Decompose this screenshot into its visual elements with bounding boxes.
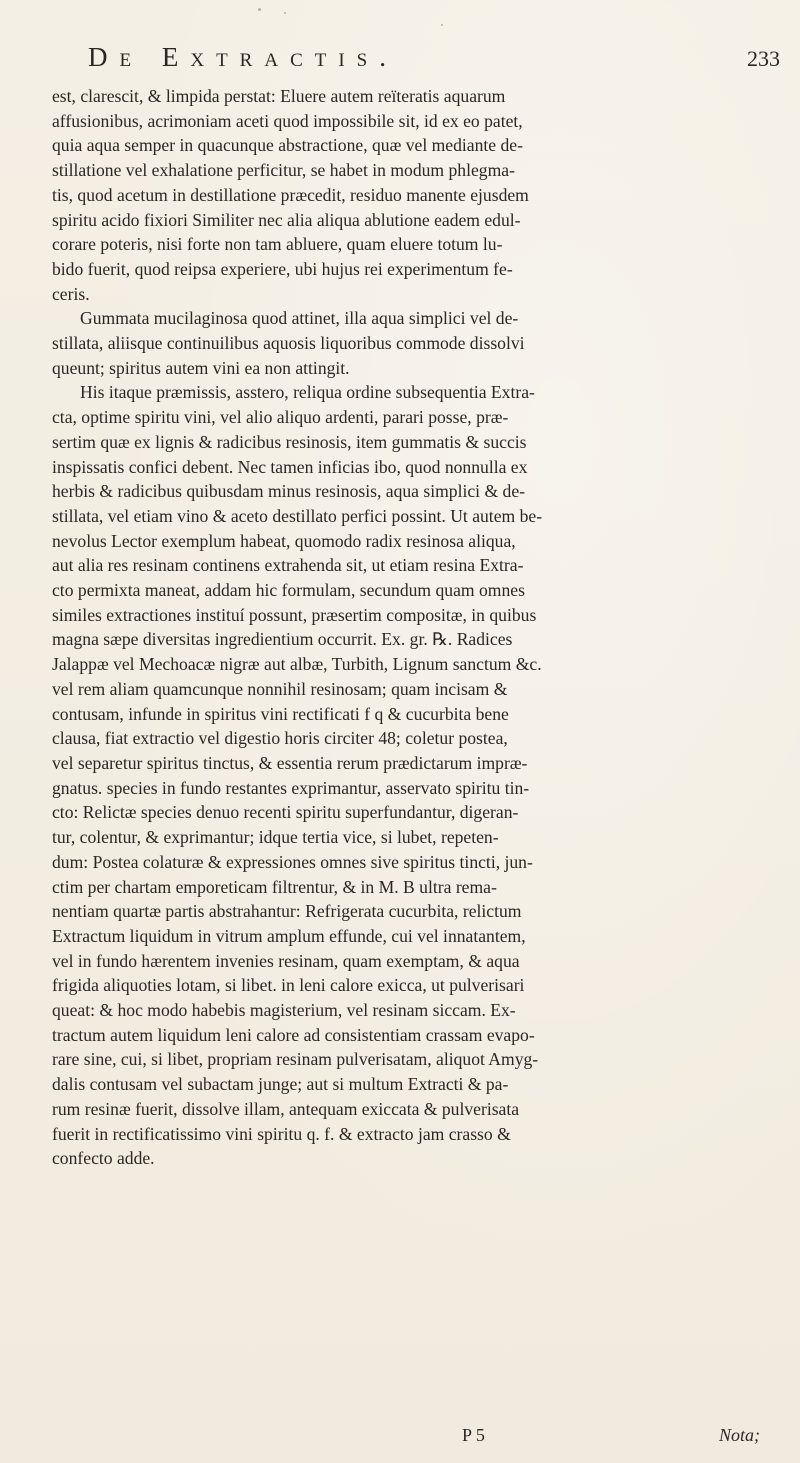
text-line: sertim quæ ex lignis & radicibus resinosis, item gummatis & succis (52, 431, 527, 452)
text-line: cta, optime spiritu vini, vel alio aliquo ardenti, parari posse, præ- (52, 407, 509, 428)
text-line: affusionibus, acrimoniam aceti quod impossibile sit, id ex eo patet, (52, 110, 523, 131)
text-line: vel separetur spiritus tinctus, & essentia rerum prædictarum impræ- (52, 752, 528, 773)
text-line: fuerit in rectificatissimo vini spiritu q. f. & extracto jam crasso & (52, 1123, 511, 1144)
text-line: herbis & radicibus quibusdam minus resinosis, aqua simplici & de- (52, 481, 526, 502)
text-line: gnatus. species in fundo restantes exprimantur, asservato spiritu tin- (52, 777, 530, 798)
text-line: nentiam quartæ partis abstrahantur: Refrigerata cucurbita, relictum (52, 901, 522, 922)
page-number: 233 (747, 46, 780, 71)
text-line: cto: Relictæ species denuo recenti spiritu superfundantur, digeran- (52, 802, 519, 823)
text-line: corare poteris, nisi forte non tam abluere, quam eluere totum lu- (52, 234, 503, 255)
text-line: Extractum liquidum in vitrum amplum effunde, cui vel innatantem, (52, 925, 526, 946)
text-line: cto permixta maneat, addam hic formulam, secundum quam omnes (52, 580, 525, 601)
text-line: vel rem aliam quamcunque nonnihil resinosam; quam incisam & (52, 678, 508, 699)
text-line: rum resinæ fuerit, dissolve illam, antequam exiccata & pulverisata (52, 1098, 520, 1119)
paper-speck (441, 24, 443, 26)
text-line: queat: & hoc modo habebis magisterium, vel resinam siccam. Ex- (52, 1000, 516, 1021)
text-line: est, clarescit, & limpida perstat: Eluere autem reïteratis aquarum (52, 86, 506, 106)
page-header (88, 42, 788, 78)
paper-speck (258, 8, 261, 11)
body-text (52, 84, 770, 1171)
text-line: confecto adde. (52, 1148, 155, 1169)
text-line: nevolus Lector exemplum habeat, quomodo radix resinosa aliqua, (52, 530, 516, 551)
text-line: queunt; spiritus autem vini ea non attingit. (52, 357, 350, 378)
text-line: Jalappæ vel Mechoacæ nigræ aut albæ, Turbith, Lignum sanctum &c. (52, 654, 542, 675)
text-line: ctim per chartam emporeticam filtrentur, & in M. B ultra rema- (52, 876, 497, 897)
text-line: stillata, vel etiam vino & aceto destillato perfici possint. Ut autem be- (52, 505, 543, 526)
text-line: similes extractiones instituí possunt, præsertim compositæ, in quibus (52, 604, 537, 625)
text-line: tis, quod acetum in destillatione præcedit, residuo manente ejusdem (52, 184, 529, 205)
text-line: His itaque præmissis, asstero, reliqua ordine subsequentia Extra- (80, 382, 535, 403)
text-line: tractum autem liquidum leni calore ad consistentiam crassam evapo- (52, 1024, 535, 1045)
text-line: vel in fundo hærentem invenies resinam, quam exemptam, & aqua (52, 950, 520, 971)
text-line: dum: Postea colaturæ & expressiones omnes sive spiritus tincti, jun- (52, 851, 533, 872)
text-line: ceris. (52, 283, 90, 304)
text-line: bido fuerit, quod reipsa experiere, ubi hujus rei experimentum fe- (52, 258, 513, 279)
text-line: aut alia res resinam continens extrahenda sit, ut etiam resina Extra- (52, 555, 524, 576)
text-line: inspissatis confici debent. Nec tamen inficias ibo, quod nonnulla ex (52, 456, 528, 477)
text-line: stillata, aliisque continuilibus aquosis liquoribus commode dissolvi (52, 333, 525, 354)
text-line: tur, colentur, & exprimantur; idque tertia vice, si lubet, repeten- (52, 827, 499, 848)
text-line: clausa, fiat extractio vel digestio horis circiter 48; coletur postea, (52, 728, 508, 749)
text-line: magna sæpe diversitas ingredientium occurrit. Ex. gr. ℞. Radices (52, 629, 513, 650)
page-footer (52, 1425, 760, 1453)
running-title: De Extractis. (88, 42, 398, 72)
signature-mark: P 5 (462, 1425, 485, 1445)
text-line: quia aqua semper in quacunque abstractione, quæ vel mediante de- (52, 135, 523, 156)
text-line: stillatione vel exhalatione perficitur, se habet in modum phlegma- (52, 160, 515, 181)
text-line: spiritu acido fixiori Similiter nec alia aliqua ablutione eadem edul- (52, 209, 521, 230)
paper-speck (284, 12, 286, 14)
text-line: dalis contusam vel subactam junge; aut si multum Extracti & pa- (52, 1074, 509, 1095)
text-line: rare sine, cui, si libet, propriam resinam pulverisatam, aliquot Amyg- (52, 1049, 539, 1070)
catchword: Nota; (718, 1425, 760, 1445)
text-line: contusam, infunde in spiritus vini rectificati f q & cucurbita bene (52, 703, 509, 724)
text-line: frigida aliquoties lotam, si libet. in leni calore exicca, ut pulverisari (52, 975, 525, 996)
text-line: Gummata mucilaginosa quod attinet, illa aqua simplici vel de- (80, 308, 519, 329)
